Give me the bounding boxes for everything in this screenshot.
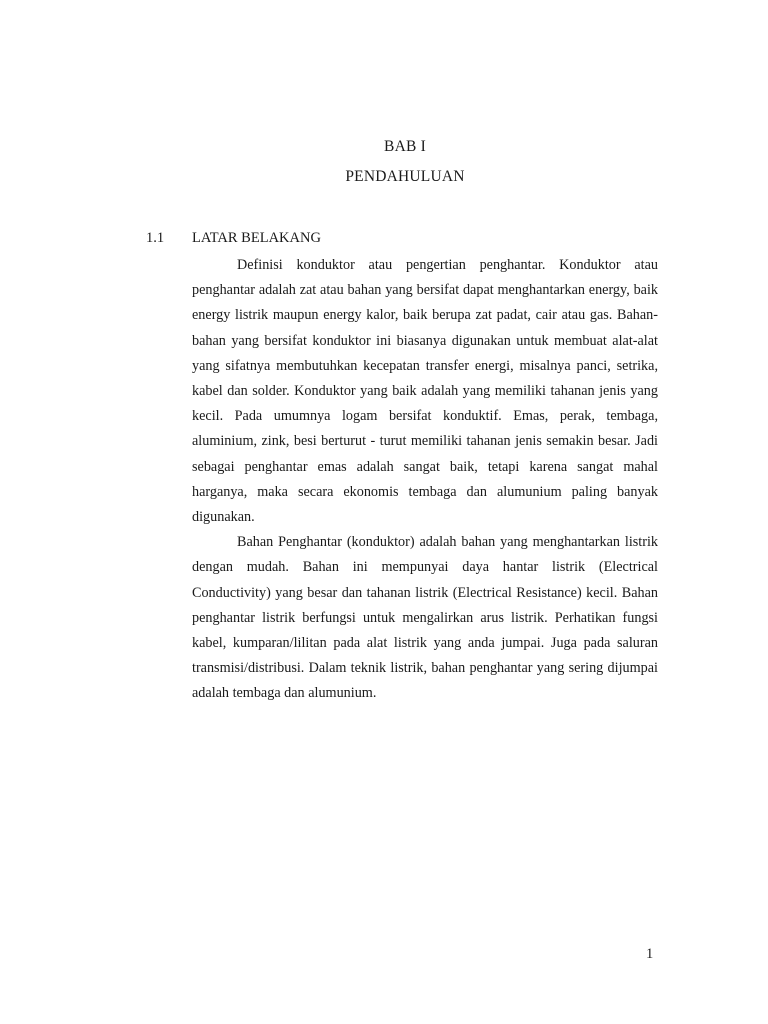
page-number: 1	[646, 946, 654, 962]
paragraph: Bahan Penghantar (konduktor) adalah bahan yang menghantarkan listrik dengan mudah. Bahan ini mempunyai daya hantar listrik (Electrical Conductivity) yang besar dan tahanan listrik (Electrical Resistance) kecil. Bahan penghantar listrik berfungsi untuk mengalirkan arus listrik. Perhatikan fungsi kabel, kumparan/lilitan pada alat listrik yang anda jumpai. Juga pada saluran transmisi/distribusi. Dalam teknik listrik, bahan penghantar yang sering dijumpai adalah tembaga dan alumunium.	[192, 534, 658, 702]
section-title: LATAR BELAKANG	[192, 230, 321, 246]
chapter-number: BAB I	[384, 138, 426, 155]
section-number: 1.1	[146, 230, 165, 246]
chapter-title: PENDAHULUAN	[345, 168, 465, 185]
body-text	[192, 253, 658, 707]
paragraph: Definisi konduktor atau pengertian penghantar. Konduktor atau penghantar adalah zat atau bahan yang bersifat dapat menghantarkan energy, baik energy listrik maupun energy kalor, baik berupa zat padat, cair atau gas. Bahan-bahan yang bersifat konduktor ini biasanya digunakan untuk membuat alat-alat yang sifatnya membutuhkan kecepatan transfer energi, misalnya panci, setrika, kabel dan solder. Konduktor yang baik adalah yang memiliki tahanan jenis yang kecil. Pada umumnya logam bersifat konduktif. Emas, perak, tembaga, aluminium, zink, besi berturut - turut memiliki tahanan jenis semakin besar. Jadi sebagai penghantar emas adalah sangat baik, tetapi karena sangat mahal harganya, maka secara ekonomis tembaga dan alumunium paling banyak digunakan.	[192, 257, 658, 526]
